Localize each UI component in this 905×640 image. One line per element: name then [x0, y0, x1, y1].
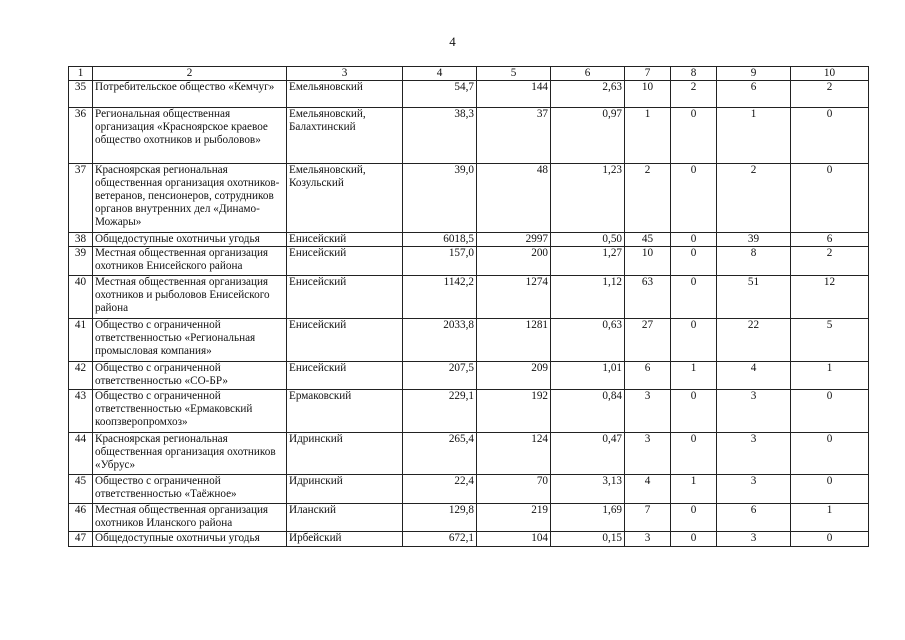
cell-name: Местная общественная организация охотников и рыболовов Енисейского района	[93, 276, 287, 319]
cell-number: 45	[69, 475, 93, 504]
cell-district: Идринский	[287, 475, 403, 504]
cell-c9: 2	[717, 164, 791, 233]
cell-c7: 4	[625, 475, 671, 504]
cell-c4: 229,1	[403, 390, 477, 433]
cell-c4: 265,4	[403, 433, 477, 475]
cell-c9: 51	[717, 276, 791, 319]
table-row	[69, 81, 869, 108]
cell-number: 44	[69, 433, 93, 475]
cell-c10: 0	[791, 390, 869, 433]
cell-name: Потребительское общество «Кемчуг»	[93, 81, 287, 108]
cell-c7: 27	[625, 319, 671, 362]
col-header-7: 7	[625, 67, 671, 81]
cell-c9: 6	[717, 81, 791, 108]
cell-c6: 0,15	[551, 532, 625, 547]
cell-number: 46	[69, 504, 93, 532]
cell-c5: 2997	[477, 233, 551, 247]
cell-number: 47	[69, 532, 93, 547]
cell-name: Красноярская региональная общественная организация охотников-ветеранов, пенсионеров, сотрудников органов внутренних дел «Динамо-Можары»	[93, 164, 287, 233]
cell-c10: 0	[791, 108, 869, 164]
cell-district: Енисейский	[287, 362, 403, 390]
cell-c4: 1142,2	[403, 276, 477, 319]
cell-number: 43	[69, 390, 93, 433]
cell-c8: 0	[671, 504, 717, 532]
cell-name: Красноярская региональная общественная организация охотников «Убрус»	[93, 433, 287, 475]
cell-c5: 209	[477, 362, 551, 390]
cell-c5: 1281	[477, 319, 551, 362]
cell-c5: 219	[477, 504, 551, 532]
cell-name: Общество с ограниченной ответственностью «Таёжное»	[93, 475, 287, 504]
cell-c6: 1,27	[551, 247, 625, 276]
cell-c5: 48	[477, 164, 551, 233]
cell-name: Общедоступные охотничьи угодья	[93, 233, 287, 247]
cell-c8: 0	[671, 532, 717, 547]
table-row	[69, 362, 869, 390]
cell-c5: 192	[477, 390, 551, 433]
cell-c10: 0	[791, 164, 869, 233]
cell-c7: 7	[625, 504, 671, 532]
cell-c7: 3	[625, 532, 671, 547]
cell-c7: 10	[625, 81, 671, 108]
col-header-8: 8	[671, 67, 717, 81]
cell-name: Общество с ограниченной ответственностью «Ермаковский коопзверопромхоз»	[93, 390, 287, 433]
cell-district: Емельяновский	[287, 81, 403, 108]
cell-district: Ирбейский	[287, 532, 403, 547]
cell-c6: 0,97	[551, 108, 625, 164]
cell-district: Енисейский	[287, 233, 403, 247]
cell-c7: 1	[625, 108, 671, 164]
cell-c4: 157,0	[403, 247, 477, 276]
cell-district: Енисейский	[287, 276, 403, 319]
cell-district: Енисейский	[287, 319, 403, 362]
cell-c5: 70	[477, 475, 551, 504]
cell-c4: 22,4	[403, 475, 477, 504]
cell-c9: 3	[717, 475, 791, 504]
cell-c6: 1,12	[551, 276, 625, 319]
cell-c10: 2	[791, 81, 869, 108]
cell-name: Местная общественная организация охотников Енисейского района	[93, 247, 287, 276]
cell-c10: 0	[791, 532, 869, 547]
cell-district: Иланский	[287, 504, 403, 532]
cell-c9: 4	[717, 362, 791, 390]
cell-c7: 45	[625, 233, 671, 247]
cell-c6: 1,69	[551, 504, 625, 532]
cell-district: Идринский	[287, 433, 403, 475]
table-row	[69, 319, 869, 362]
cell-c9: 3	[717, 390, 791, 433]
col-header-4: 4	[403, 67, 477, 81]
cell-c4: 207,5	[403, 362, 477, 390]
header-row	[69, 67, 869, 81]
cell-c10: 1	[791, 504, 869, 532]
table-row	[69, 433, 869, 475]
table-row	[69, 164, 869, 233]
col-header-2: 2	[93, 67, 287, 81]
cell-c8: 1	[671, 362, 717, 390]
cell-c9: 3	[717, 532, 791, 547]
cell-c5: 124	[477, 433, 551, 475]
cell-c10: 6	[791, 233, 869, 247]
cell-c8: 0	[671, 276, 717, 319]
cell-c9: 6	[717, 504, 791, 532]
cell-name: Местная общественная организация охотников Иланского района	[93, 504, 287, 532]
cell-c4: 54,7	[403, 81, 477, 108]
col-header-10: 10	[791, 67, 869, 81]
cell-c5: 144	[477, 81, 551, 108]
table-row	[69, 390, 869, 433]
cell-c5: 37	[477, 108, 551, 164]
cell-c6: 1,23	[551, 164, 625, 233]
cell-c4: 672,1	[403, 532, 477, 547]
cell-c8: 0	[671, 247, 717, 276]
cell-c8: 0	[671, 390, 717, 433]
cell-c7: 63	[625, 276, 671, 319]
cell-name: Общество с ограниченной ответственностью «СО-БР»	[93, 362, 287, 390]
cell-number: 39	[69, 247, 93, 276]
hunting-grounds-table	[68, 66, 869, 547]
cell-number: 40	[69, 276, 93, 319]
cell-c4: 38,3	[403, 108, 477, 164]
cell-number: 41	[69, 319, 93, 362]
table-row	[69, 475, 869, 504]
table-row	[69, 108, 869, 164]
cell-c6: 1,01	[551, 362, 625, 390]
cell-district: Енисейский	[287, 247, 403, 276]
cell-c7: 10	[625, 247, 671, 276]
cell-number: 35	[69, 81, 93, 108]
cell-c8: 0	[671, 108, 717, 164]
table-row	[69, 247, 869, 276]
cell-c9: 1	[717, 108, 791, 164]
cell-c6: 3,13	[551, 475, 625, 504]
page-number: 4	[449, 34, 456, 49]
col-header-9: 9	[717, 67, 791, 81]
cell-number: 36	[69, 108, 93, 164]
cell-c6: 0,47	[551, 433, 625, 475]
cell-district: Емельяновский, Козульский	[287, 164, 403, 233]
cell-name: Общество с ограниченной ответственностью «Региональная промысловая компания»	[93, 319, 287, 362]
cell-number: 42	[69, 362, 93, 390]
cell-number: 37	[69, 164, 93, 233]
cell-c6: 0,50	[551, 233, 625, 247]
cell-c7: 2	[625, 164, 671, 233]
cell-c4: 129,8	[403, 504, 477, 532]
cell-c9: 3	[717, 433, 791, 475]
cell-c5: 1274	[477, 276, 551, 319]
cell-c9: 8	[717, 247, 791, 276]
cell-c9: 22	[717, 319, 791, 362]
cell-c6: 2,63	[551, 81, 625, 108]
cell-c4: 39,0	[403, 164, 477, 233]
table-row	[69, 504, 869, 532]
cell-c8: 0	[671, 319, 717, 362]
cell-c8: 0	[671, 233, 717, 247]
col-header-3: 3	[287, 67, 403, 81]
cell-c7: 3	[625, 433, 671, 475]
cell-c7: 3	[625, 390, 671, 433]
cell-c5: 200	[477, 247, 551, 276]
table-row	[69, 532, 869, 547]
cell-c6: 0,63	[551, 319, 625, 362]
cell-district: Ермаковский	[287, 390, 403, 433]
col-header-1: 1	[69, 67, 93, 81]
cell-name: Общедоступные охотничьи угодья	[93, 532, 287, 547]
cell-c8: 1	[671, 475, 717, 504]
cell-c5: 104	[477, 532, 551, 547]
cell-c10: 0	[791, 475, 869, 504]
cell-c4: 2033,8	[403, 319, 477, 362]
cell-c6: 0,84	[551, 390, 625, 433]
table-row	[69, 233, 869, 247]
cell-c4: 6018,5	[403, 233, 477, 247]
col-header-6: 6	[551, 67, 625, 81]
cell-district: Емельяновский, Балахтинский	[287, 108, 403, 164]
cell-number: 38	[69, 233, 93, 247]
cell-c8: 2	[671, 81, 717, 108]
cell-c8: 0	[671, 164, 717, 233]
cell-c10: 2	[791, 247, 869, 276]
table-row	[69, 276, 869, 319]
cell-c7: 6	[625, 362, 671, 390]
cell-c8: 0	[671, 433, 717, 475]
cell-c10: 0	[791, 433, 869, 475]
cell-c10: 12	[791, 276, 869, 319]
cell-c10: 1	[791, 362, 869, 390]
col-header-5: 5	[477, 67, 551, 81]
cell-c10: 5	[791, 319, 869, 362]
cell-c9: 39	[717, 233, 791, 247]
cell-name: Региональная общественная организация «Красноярское краевое общество охотников и рыболовов»	[93, 108, 287, 164]
